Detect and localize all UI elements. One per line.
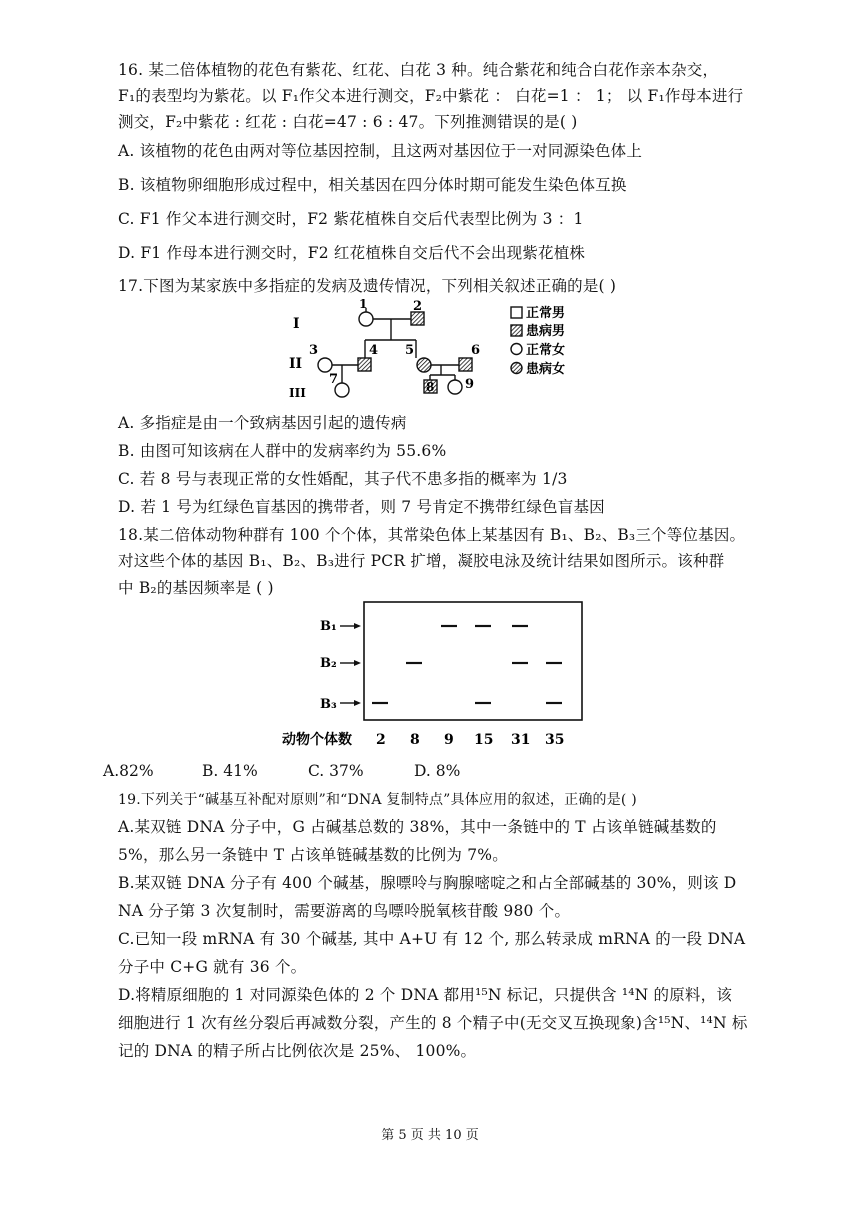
- q17-stem: 17.下图为某家族中多指症的发病及遗传情况，下列相关叙述正确的是( ): [118, 277, 617, 295]
- q19-line-9: 记的 DNA 的精子所占比例依次是 25%、 100%。: [118, 1042, 477, 1060]
- q19-line-5: C.已知一段 mRNA 有 30 个碱基, 其中 A+U 有 12 个, 那么转录成 mRNA 的一段 DNA: [118, 930, 746, 948]
- q17-option-d: D. 若 1 号为红绿色盲基因的携带者，则 7 号肯定不携带红绿色盲基因: [118, 498, 605, 516]
- individual-4-affected-male: [358, 358, 371, 371]
- legend-normal-male: 正常男: [526, 306, 566, 321]
- arrow-b3-icon: [354, 700, 361, 706]
- gel-count-15: 15: [474, 732, 494, 748]
- q19-line-2: 5%，那么另一条链中 T 占该单链碱基数的比例为 7%。: [118, 846, 508, 864]
- arrow-b2-icon: [354, 660, 361, 666]
- pedigree-legend: [511, 305, 565, 377]
- q19-line-8: 细胞进行 1 次有丝分裂后再减数分裂，产生的 8 个精子中(无交叉互换现象)含¹⁵N、¹⁴N 标: [118, 1014, 748, 1032]
- gen-label-1: I: [293, 316, 300, 332]
- q19-stem: 19.下列关于“碱基互补配对原则”和“DNA 复制特点”具体应用的叙述，正确的是( ): [118, 792, 637, 808]
- q19-line-4: NA 分子第 3 次复制时，需要游离的鸟嘌呤脱氧核苷酸 980 个。: [118, 902, 571, 920]
- gel-electrophoresis-figure: [282, 600, 585, 752]
- q19-line-1: A.某双链 DNA 分子中，G 占碱基总数的 38%，其中一条链中的 T 占该单链碱基数的: [118, 818, 717, 836]
- individual-9-label: 9: [465, 377, 475, 392]
- legend-normal-male-icon: [511, 307, 522, 318]
- q16-line-1: 16. 某二倍体植物的花色有紫花、红花、白花 3 种。纯合紫花和纯合白花作亲本杂交，: [118, 61, 719, 79]
- q17-option-c: C. 若 8 号与表现正常的女性婚配，其子代不患多指的概率为 1/3: [118, 470, 568, 488]
- page-footer: 第 5 页 共 10 页: [381, 1128, 479, 1143]
- legend-affected-female: 患病女: [526, 362, 566, 377]
- q18-line-1: 18.某二倍体动物种群有 100 个个体，其常染色体上某基因有 B₁、B₂、B₃三个等位基因。: [118, 526, 746, 544]
- arrow-b1-icon: [354, 623, 361, 629]
- legend-affected-male: 患病男: [526, 324, 566, 339]
- individual-1-normal-female: [359, 312, 373, 326]
- individual-3-normal-female: [318, 358, 332, 372]
- q16-option-a: A. 该植物的花色由两对等位基因控制，且这两对基因位于一对同源染色体上: [118, 142, 643, 160]
- gel-count-35: 35: [545, 732, 565, 748]
- gel-count-31: 31: [511, 732, 531, 748]
- q18-option-c: C. 37%: [308, 762, 364, 780]
- individual-7-label: 7: [329, 372, 339, 387]
- individual-4-label: 4: [369, 343, 379, 358]
- gel-row-label-b3: B₃: [320, 697, 337, 712]
- q16-option-b: B. 该植物卵细胞形成过程中，相关基因在四分体时期可能发生染色体互换: [118, 176, 627, 194]
- pedigree-lines: [325, 308, 459, 384]
- gel-row-label-b2: B₂: [320, 656, 337, 671]
- individual-2-label: 2: [413, 299, 423, 314]
- q18-option-d: D. 8%: [414, 762, 461, 780]
- individual-9-normal-female: [448, 380, 462, 394]
- q16-option-c: C. F1 作父本进行测交时，F2 紫花植株自交后代表型比例为 3 ：1: [118, 210, 584, 228]
- q18-line-2: 对这些个体的基因 B₁、B₂、B₃进行 PCR 扩增，凝胶电泳及统计结果如图所示。该种群: [118, 552, 725, 570]
- individual-5-label: 5: [405, 343, 415, 358]
- pedigree-chart: [285, 298, 585, 400]
- legend-normal-female: 正常女: [526, 343, 566, 358]
- legend-affected-female-icon: [511, 363, 522, 374]
- q18-line-3: 中 B₂的基因频率是 ( ): [118, 579, 274, 597]
- q17-option-a: A. 多指症是由一个致病基因引起的遗传病: [118, 414, 407, 432]
- q18-option-b: B. 41%: [202, 762, 258, 780]
- gel-x-title: 动物个体数: [282, 732, 352, 748]
- individual-6-label: 6: [471, 343, 481, 358]
- q16-line-2: F₁的表型均为紫花。以 F₁作父本进行测交，F₂中紫花 ： 白花=1 ： 1； 以 F₁作母本进行: [118, 87, 744, 105]
- legend-normal-female-icon: [511, 344, 522, 355]
- q17-option-b: B. 由图可知该病在人群中的发病率约为 55.6%: [118, 442, 447, 460]
- gel-arrows: [340, 626, 355, 703]
- q19-line-3: B.某双链 DNA 分子有 400 个碱基，腺嘌呤与胸腺嘧啶之和占全部碱基的 30%，则该 D: [118, 874, 737, 892]
- gel-count-8: 8: [410, 732, 420, 748]
- q19-line-7: D.将精原细胞的 1 对同源染色体的 2 个 DNA 都用¹⁵N 标记，只提供含 ¹⁴N 的原料，该: [118, 986, 733, 1004]
- individual-5-affected-female: [417, 358, 431, 372]
- individual-8-label: 8: [426, 380, 435, 394]
- legend-affected-male-icon: [511, 325, 522, 336]
- individual-6-affected-male: [459, 358, 472, 371]
- q16-line-3: 测交，F₂中紫花 : 红花 : 白花=47 : 6 : 47。下列推测错误的是( ): [118, 113, 578, 131]
- q19-line-6: 分子中 C+G 就有 36 个。: [118, 958, 307, 976]
- q16-option-d: D. F1 作母本进行测交时，F2 红花植株自交后代不会出现紫花植株: [118, 244, 586, 262]
- q18-option-a: A.82%: [103, 762, 154, 780]
- gel-count-2: 2: [376, 732, 386, 748]
- gen-label-3: III: [289, 386, 306, 400]
- gen-label-2: II: [289, 356, 303, 372]
- gel-count-9: 9: [444, 732, 454, 748]
- individual-1-label: 1: [359, 297, 368, 311]
- individual-3-label: 3: [309, 343, 319, 358]
- gel-row-label-b1: B₁: [320, 619, 337, 634]
